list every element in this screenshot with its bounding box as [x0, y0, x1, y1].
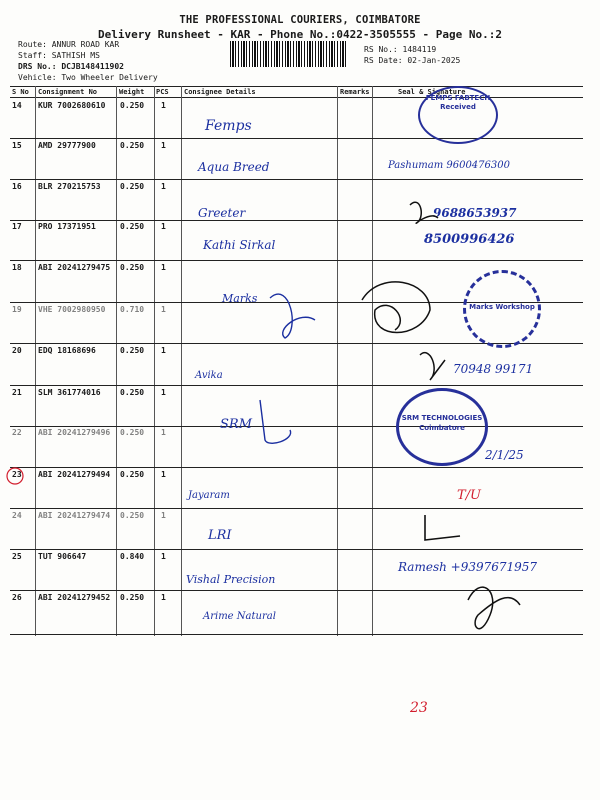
- row-weight: 0.840: [120, 552, 145, 561]
- row-sno: 26: [12, 593, 22, 602]
- row-consignment-no: VHE 7002980950: [38, 305, 106, 314]
- row-consignment-no: SLM 361774016: [38, 388, 101, 397]
- signature-mark: [420, 353, 445, 380]
- row-pcs: 1: [161, 141, 166, 150]
- handwritten-signature: Pashumam 9600476300: [388, 160, 510, 171]
- row-consignment-no: AMD 29777900: [38, 141, 96, 150]
- row-weight: 0.250: [120, 346, 145, 355]
- row-weight: 0.250: [120, 263, 145, 272]
- handwritten-consignee: Jayaram: [188, 490, 230, 501]
- row-sno: 16: [12, 182, 22, 191]
- handwritten-consignee: SRM: [220, 417, 253, 432]
- row-pcs: 1: [161, 470, 166, 479]
- col-header-sno: S No: [12, 88, 29, 96]
- row-consignment-no: PRO 17371951: [38, 222, 96, 231]
- row-sno: 14: [12, 101, 22, 110]
- row-weight: 0.250: [120, 182, 145, 191]
- row-pcs: 1: [161, 388, 166, 397]
- row-pcs: 1: [161, 263, 166, 272]
- runsheet-subtitle: Delivery Runsheet - KAR - Phone No.:0422-3505555 - Page No.:2: [98, 28, 502, 41]
- row-weight: 0.250: [120, 511, 145, 520]
- handwritten-consignee: Vishal Precision: [186, 573, 276, 586]
- row-weight: 0.250: [120, 141, 145, 150]
- row-sno: 24: [12, 511, 22, 520]
- row-circle-mark: [7, 468, 23, 484]
- row-consignment-no: BLR 270215753: [38, 182, 101, 191]
- row-consignment-no: EDQ 18168696: [38, 346, 96, 355]
- runsheet-title: THE PROFESSIONAL COURIERS, COIMBATORE: [179, 14, 421, 26]
- handwritten-consignee: Avika: [195, 370, 223, 381]
- col-header-weight: Weight: [119, 88, 145, 96]
- signature-mark: [260, 400, 291, 443]
- handwritten-consignee: Greeter: [198, 206, 246, 220]
- col-header-consignment: Consignment No: [38, 88, 98, 96]
- drs-text: DRS No.: DCJB148411902: [18, 62, 124, 71]
- srm-technologies-stamp: SRM TECHNOLOGIES Coimbatore: [396, 388, 488, 466]
- handwritten-signature: 9688653937: [433, 206, 517, 220]
- row-pcs: 1: [161, 305, 166, 314]
- row-consignment-no: ABI 20241279496: [38, 428, 111, 437]
- row-pcs: 1: [161, 511, 166, 520]
- row-weight: 0.250: [120, 470, 145, 479]
- row-weight: 0.250: [120, 222, 145, 231]
- col-header-pcs: PCS: [156, 88, 169, 96]
- handwritten-consignee: Femps: [205, 118, 252, 134]
- handwritten-consignee: LRI: [208, 528, 232, 543]
- staff-text: Staff: SATHISH MS: [18, 51, 100, 60]
- col-header-seal: Seal & Signature: [398, 88, 466, 96]
- handwritten-signature: 70948 99171: [453, 362, 534, 376]
- row-pcs: 1: [161, 222, 166, 231]
- handwritten-consignee: Aqua Breed: [198, 160, 270, 174]
- handwritten-consignee: Kathi Sirkal: [203, 238, 276, 252]
- marks-workshop-stamp: Marks Workshop: [463, 270, 541, 348]
- row-consignment-no: ABI 20241279474: [38, 511, 111, 520]
- handwritten-page-mark: 23: [410, 700, 428, 716]
- handwritten-remark: T/U: [457, 488, 482, 503]
- row-sno: 21: [12, 388, 22, 397]
- row-consignment-no: ABI 20241279452: [38, 593, 111, 602]
- signature-mark: [425, 515, 460, 540]
- rs-no-text: RS No.: 1484119: [364, 45, 437, 54]
- row-pcs: 1: [161, 101, 166, 110]
- row-sno: 19: [12, 305, 22, 314]
- signature-mark: [362, 282, 430, 333]
- row-weight: 0.250: [120, 101, 145, 110]
- route-text: Route: ANNUR ROAD KAR: [18, 40, 120, 49]
- row-sno: 25: [12, 552, 22, 561]
- row-pcs: 1: [161, 552, 166, 561]
- row-sno: 22: [12, 428, 22, 437]
- handwritten-signature: 8500996426: [424, 232, 515, 247]
- handwritten-signature: Ramesh +9397671957: [398, 560, 538, 574]
- handwritten-signature: 2/1/25: [485, 448, 524, 462]
- row-pcs: 1: [161, 346, 166, 355]
- vehicle-text: Vehicle: Two Wheeler Delivery: [18, 73, 158, 82]
- rs-date-text: RS Date: 02-Jan-2025: [364, 56, 461, 65]
- row-sno: 23: [12, 470, 22, 479]
- col-header-consignee: Consignee Details: [184, 88, 256, 96]
- row-weight: 0.250: [120, 428, 145, 437]
- row-consignment-no: KUR 7002680610: [38, 101, 106, 110]
- row-pcs: 1: [161, 593, 166, 602]
- row-consignment-no: ABI 20241279494: [38, 470, 111, 479]
- row-sno: 15: [12, 141, 22, 150]
- row-sno: 18: [12, 263, 22, 272]
- row-sno: 20: [12, 346, 22, 355]
- femps-received-stamp: FEMPS FABTECH Received: [418, 86, 498, 144]
- row-consignment-no: TUT 906647: [38, 552, 87, 561]
- row-weight: 0.710: [120, 305, 145, 314]
- row-pcs: 1: [161, 428, 166, 437]
- handwritten-consignee: Arime Natural: [203, 611, 276, 622]
- signature-mark: [270, 294, 315, 338]
- signature-mark: [410, 202, 438, 223]
- row-pcs: 1: [161, 182, 166, 191]
- col-header-remarks: Remarks: [340, 88, 370, 96]
- row-weight: 0.250: [120, 388, 145, 397]
- handwritten-consignee: Marks: [222, 292, 258, 305]
- signature-mark: [468, 587, 520, 629]
- row-sno: 17: [12, 222, 22, 231]
- row-consignment-no: ABI 20241279475: [38, 263, 111, 272]
- row-weight: 0.250: [120, 593, 145, 602]
